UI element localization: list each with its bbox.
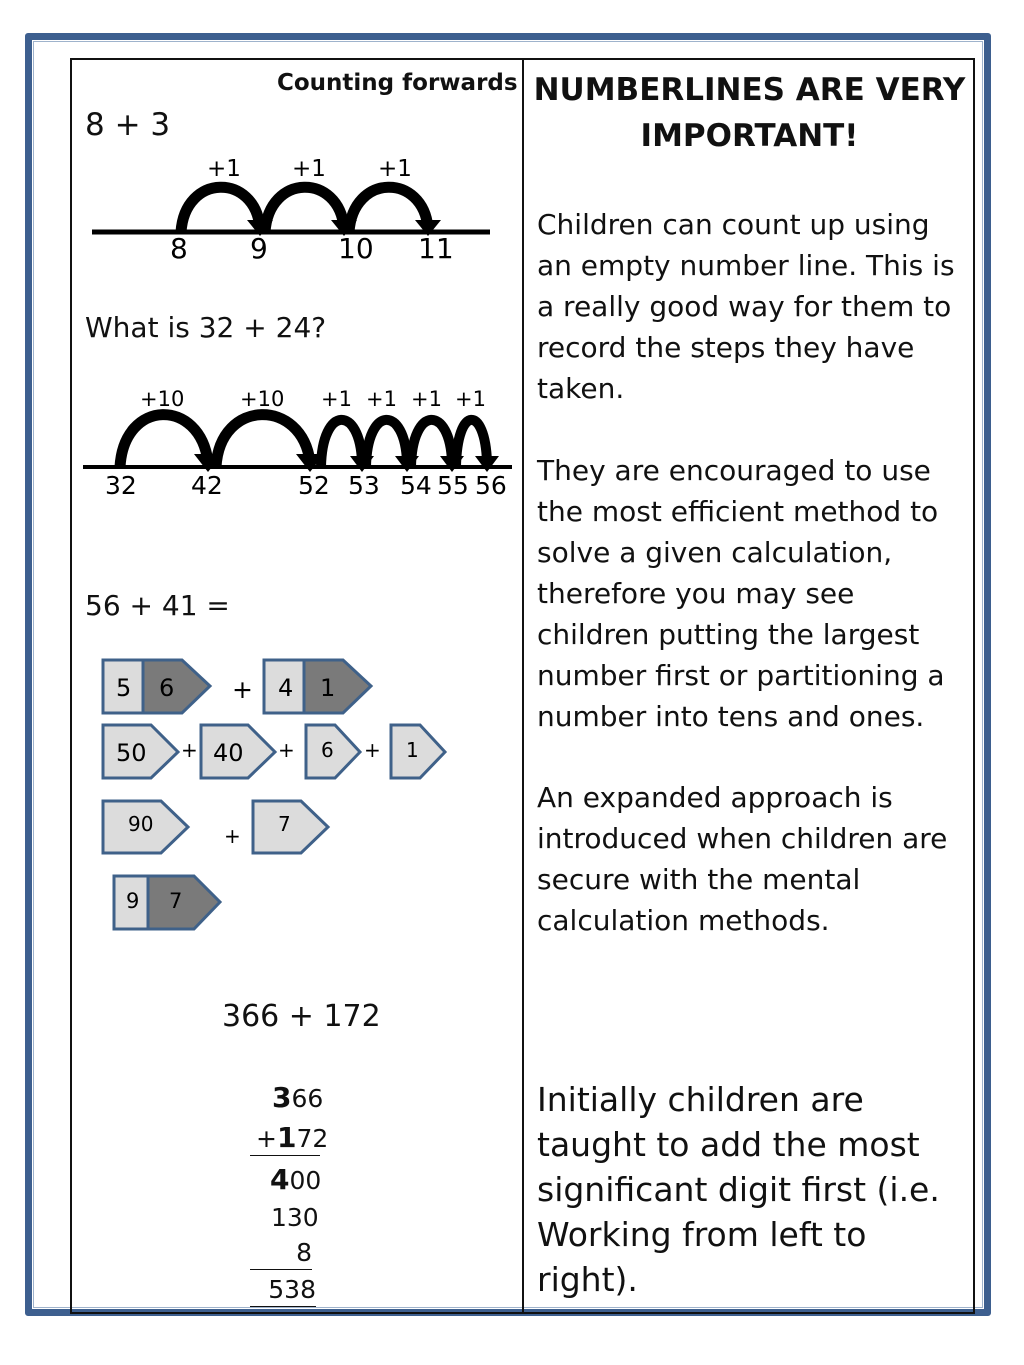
card-value: 50 <box>116 739 147 767</box>
tick-label: 10 <box>338 232 374 265</box>
place-value-cards <box>98 655 458 937</box>
card-value: 7 <box>278 812 291 836</box>
digit-rest: 66 <box>291 1084 324 1113</box>
plus-sign: + <box>364 738 381 762</box>
tick-label: 32 <box>105 471 137 500</box>
column-line-3 <box>270 1163 321 1196</box>
plus-sign: + <box>232 675 253 704</box>
column-line-1 <box>272 1081 323 1114</box>
paragraph-expanded-approach: An expanded approach is introduced when children are secure with the mental calculation methods. <box>537 781 948 937</box>
question-32-plus-24: What is 32 + 24? <box>85 311 327 344</box>
jump-label: +1 <box>292 156 326 182</box>
column-line-5: 8 <box>250 1237 312 1270</box>
card-value: 1 <box>406 738 419 762</box>
card-ones <box>304 660 371 713</box>
equation-8-plus-3: 8 + 3 <box>85 107 171 143</box>
tick-label: 11 <box>418 232 454 265</box>
jump-label: +1 <box>207 156 241 182</box>
plus-sign: + <box>181 738 198 762</box>
tick-label: 54 <box>400 471 432 500</box>
digit-bold: 4 <box>270 1163 290 1196</box>
jump-label: +1 <box>455 387 486 411</box>
digit-rest: 00 <box>289 1166 322 1195</box>
card-digit: 5 <box>116 674 132 702</box>
jump-arc <box>265 187 344 232</box>
column-line-2 <box>250 1121 329 1156</box>
tick-label: 8 <box>170 232 188 265</box>
jump-label: +1 <box>321 387 352 411</box>
plus-sign: + <box>278 738 295 762</box>
tick-label: 53 <box>348 471 380 500</box>
plus-sign: + <box>224 824 241 848</box>
card-value: 90 <box>128 812 154 836</box>
jump-arc <box>181 187 260 232</box>
tick-label: 9 <box>250 232 268 265</box>
card-digit: 1 <box>320 674 336 702</box>
card-ones <box>148 876 220 929</box>
paragraph-most-significant-digit: Initially children are taught to add the most significant digit first (i.e. Working from left to right). <box>537 1080 940 1299</box>
jump-label: +1 <box>366 387 397 411</box>
jump-arrowhead <box>475 456 499 472</box>
tick-label: 56 <box>475 471 507 500</box>
numberlines-heading: NUMBERLINES ARE VERY IMPORTANT! <box>533 72 966 154</box>
digit-bold: 3 <box>272 1081 292 1114</box>
equation-56-plus-41: 56 + 41 = <box>85 589 230 622</box>
jump-label: +10 <box>240 387 285 411</box>
card-value: 40 <box>213 739 244 767</box>
card-digit: 9 <box>126 889 140 913</box>
column-divider <box>522 58 524 1314</box>
digit-rest: 72 <box>296 1124 329 1153</box>
jump-label: +10 <box>140 387 185 411</box>
jump-arc <box>216 415 310 467</box>
card-digit: 7 <box>169 889 183 913</box>
equation-366-plus-172: 366 + 172 <box>222 999 381 1034</box>
jump-label: +1 <box>411 387 442 411</box>
number-line-2 <box>80 380 516 505</box>
counting-forwards-title: Counting forwards <box>277 70 518 96</box>
paragraph-efficient-method: They are encouraged to use the most efficient method to solve a given calculation, therefore you may see children putting the largest number first or partitioning a number into tens and ones. <box>537 454 945 733</box>
number-line-1 <box>85 148 505 268</box>
tick-label: 52 <box>298 471 330 500</box>
tick-label: 55 <box>437 471 469 500</box>
jump-arc <box>120 415 208 467</box>
card-value: 6 <box>321 738 334 762</box>
card-digit: 4 <box>278 674 294 702</box>
card-digit: 6 <box>159 674 175 702</box>
paragraph-empty-number-line: Children can count up using an empty number line. This is a really good way for them to record the steps they have taken. <box>537 208 955 405</box>
digit-bold: 1 <box>276 1121 297 1154</box>
jump-arc <box>349 187 428 232</box>
jump-label: +1 <box>378 156 412 182</box>
column-line-4: 130 <box>271 1203 319 1232</box>
plus-sign: + <box>256 1124 277 1153</box>
card-ones <box>143 660 210 713</box>
tick-label: 42 <box>191 471 223 500</box>
column-line-6: 538 <box>250 1274 316 1307</box>
